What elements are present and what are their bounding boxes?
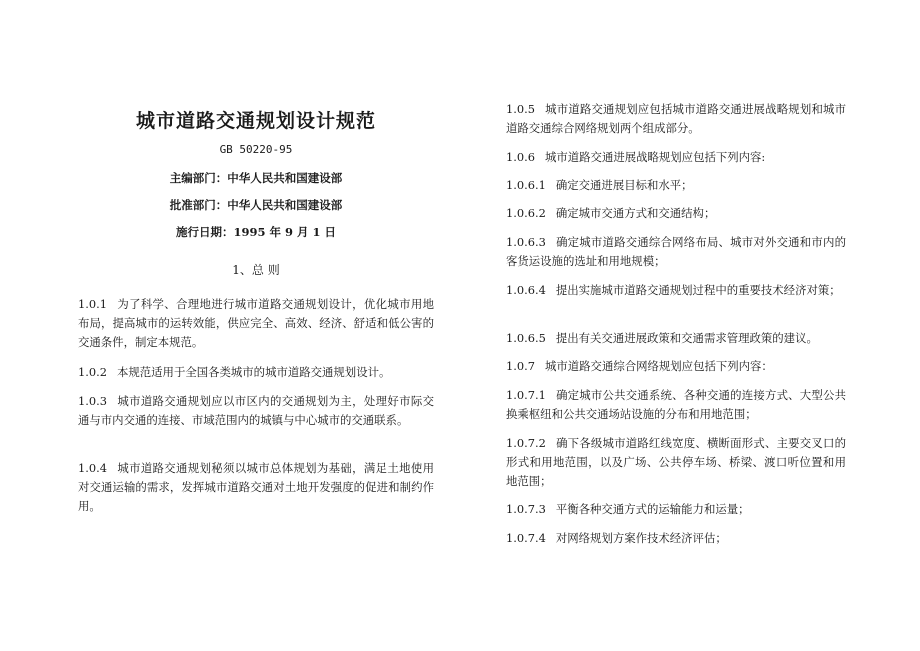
clause-text: 确下各级城市道路红线宽度、横断面形式、主要交叉口的形式和用地范围，以及广场、公共停车场、桥梁、渡口听位置和用地范围； <box>506 436 846 488</box>
clause-text: 平衡各种交通方式的运输能力和运量； <box>555 502 750 516</box>
clause-number: 1.0.6.4 <box>506 283 546 297</box>
clause-1-0-3 <box>78 392 434 430</box>
clause-text: 城市道路交通规划应以市区内的交通规划为主，处理好市际交通与市内交通的连接、市域范围内的城镇与中心城市的交通联系。 <box>78 394 434 427</box>
clause-1-0-6-5 <box>506 329 846 348</box>
section-heading: 1、总 则 <box>232 263 280 277</box>
clause-text: 城市道路交通综合网络规划应包括下列内容： <box>544 359 773 373</box>
editing-department: 主编部门：中华人民共和国建设部 <box>169 171 343 185</box>
clause-text: 确定城市道路交通综合网络布局、城市对外交通和市内的客货运设施的选址和用地规模； <box>506 235 846 268</box>
clause-number: 1.0.6.3 <box>506 235 546 249</box>
clause-text: 城市道路交通进展战略规划应包括下列内容: <box>544 150 766 164</box>
clause-number: 1.0.6 <box>506 150 535 164</box>
clause-text: 城市道路交通规划秘须以城市总体规划为基础，满足土地使用对交通运输的需求，发挥城市道路交通对土地开发强度的促进和制约作用。 <box>78 461 434 513</box>
clause-number: 1.0.1 <box>78 297 107 311</box>
clause-text: 提出有关交通进展政策和交通需求管理政策的建议。 <box>555 331 818 345</box>
clause-number: 1.0.7.2 <box>506 436 546 450</box>
clause-number: 1.0.6.2 <box>506 206 546 220</box>
clause-text: 提出实施城市道路交通规划过程中的重要技术经济对策； <box>555 283 841 297</box>
clause-1-0-7-2 <box>506 434 846 491</box>
clause-number: 1.0.7.3 <box>506 502 546 516</box>
clause-number: 1.0.6.5 <box>506 331 546 345</box>
clause-number: 1.0.7.1 <box>506 388 546 402</box>
clause-text: 本规范适用于全国各类城市的城市道路交通规划设计。 <box>116 365 391 379</box>
clause-1-0-7-1 <box>506 386 846 424</box>
clause-number: 1.0.2 <box>78 365 107 379</box>
clause-text: 确定城市交通方式和交通结构； <box>555 206 716 220</box>
clause-text: 为了科学、合理地进行城市道路交通规划设计，优化城市用地布局，提高城市的运转效能，供应完全、高效、经济、舒适和低公害的交通条件，制定本规范。 <box>78 297 434 349</box>
clause-1-0-7-3 <box>506 500 846 519</box>
clause-1-0-4 <box>78 459 434 516</box>
clause-text: 确定交通进展目标和水平； <box>555 178 693 192</box>
clause-1-0-6-4 <box>506 281 846 300</box>
clause-text: 确定城市公共交通系统、各种交通的连接方式、大型公共换乘枢纽和公共交通场站设施的分布和用地范围； <box>506 388 846 421</box>
approving-department: 批准部门：中华人民共和国建设部 <box>169 198 343 212</box>
clause-1-0-6-1 <box>506 176 846 195</box>
clause-number: 1.0.6.1 <box>506 178 546 192</box>
clause-1-0-2 <box>78 363 434 382</box>
clause-1-0-6 <box>506 148 846 167</box>
standard-code: GB 50220-95 <box>219 143 293 156</box>
clause-1-0-7 <box>506 357 846 376</box>
effective-date: 施行日期：1995 年 9 月 1 日 <box>175 225 337 239</box>
clause-number: 1.0.7 <box>506 359 535 373</box>
clause-text: 城市道路交通规划应包括城市道路交通进展战略规划和城市道路交通综合网络规划两个组成部分。 <box>506 102 846 135</box>
document-title: 城市道路交通规划设计规范 <box>135 110 376 132</box>
clause-number: 1.0.4 <box>78 461 107 475</box>
clause-text: 对网络规划方案作技术经济评估； <box>555 531 727 545</box>
clause-1-0-7-4 <box>506 529 846 548</box>
clause-1-0-1 <box>78 295 434 352</box>
clause-1-0-5 <box>506 100 846 138</box>
clause-1-0-6-3 <box>506 233 846 271</box>
clause-number: 1.0.5 <box>506 102 535 116</box>
clause-number: 1.0.7.4 <box>506 531 546 545</box>
clause-1-0-6-2 <box>506 204 846 223</box>
clause-number: 1.0.3 <box>78 394 107 408</box>
